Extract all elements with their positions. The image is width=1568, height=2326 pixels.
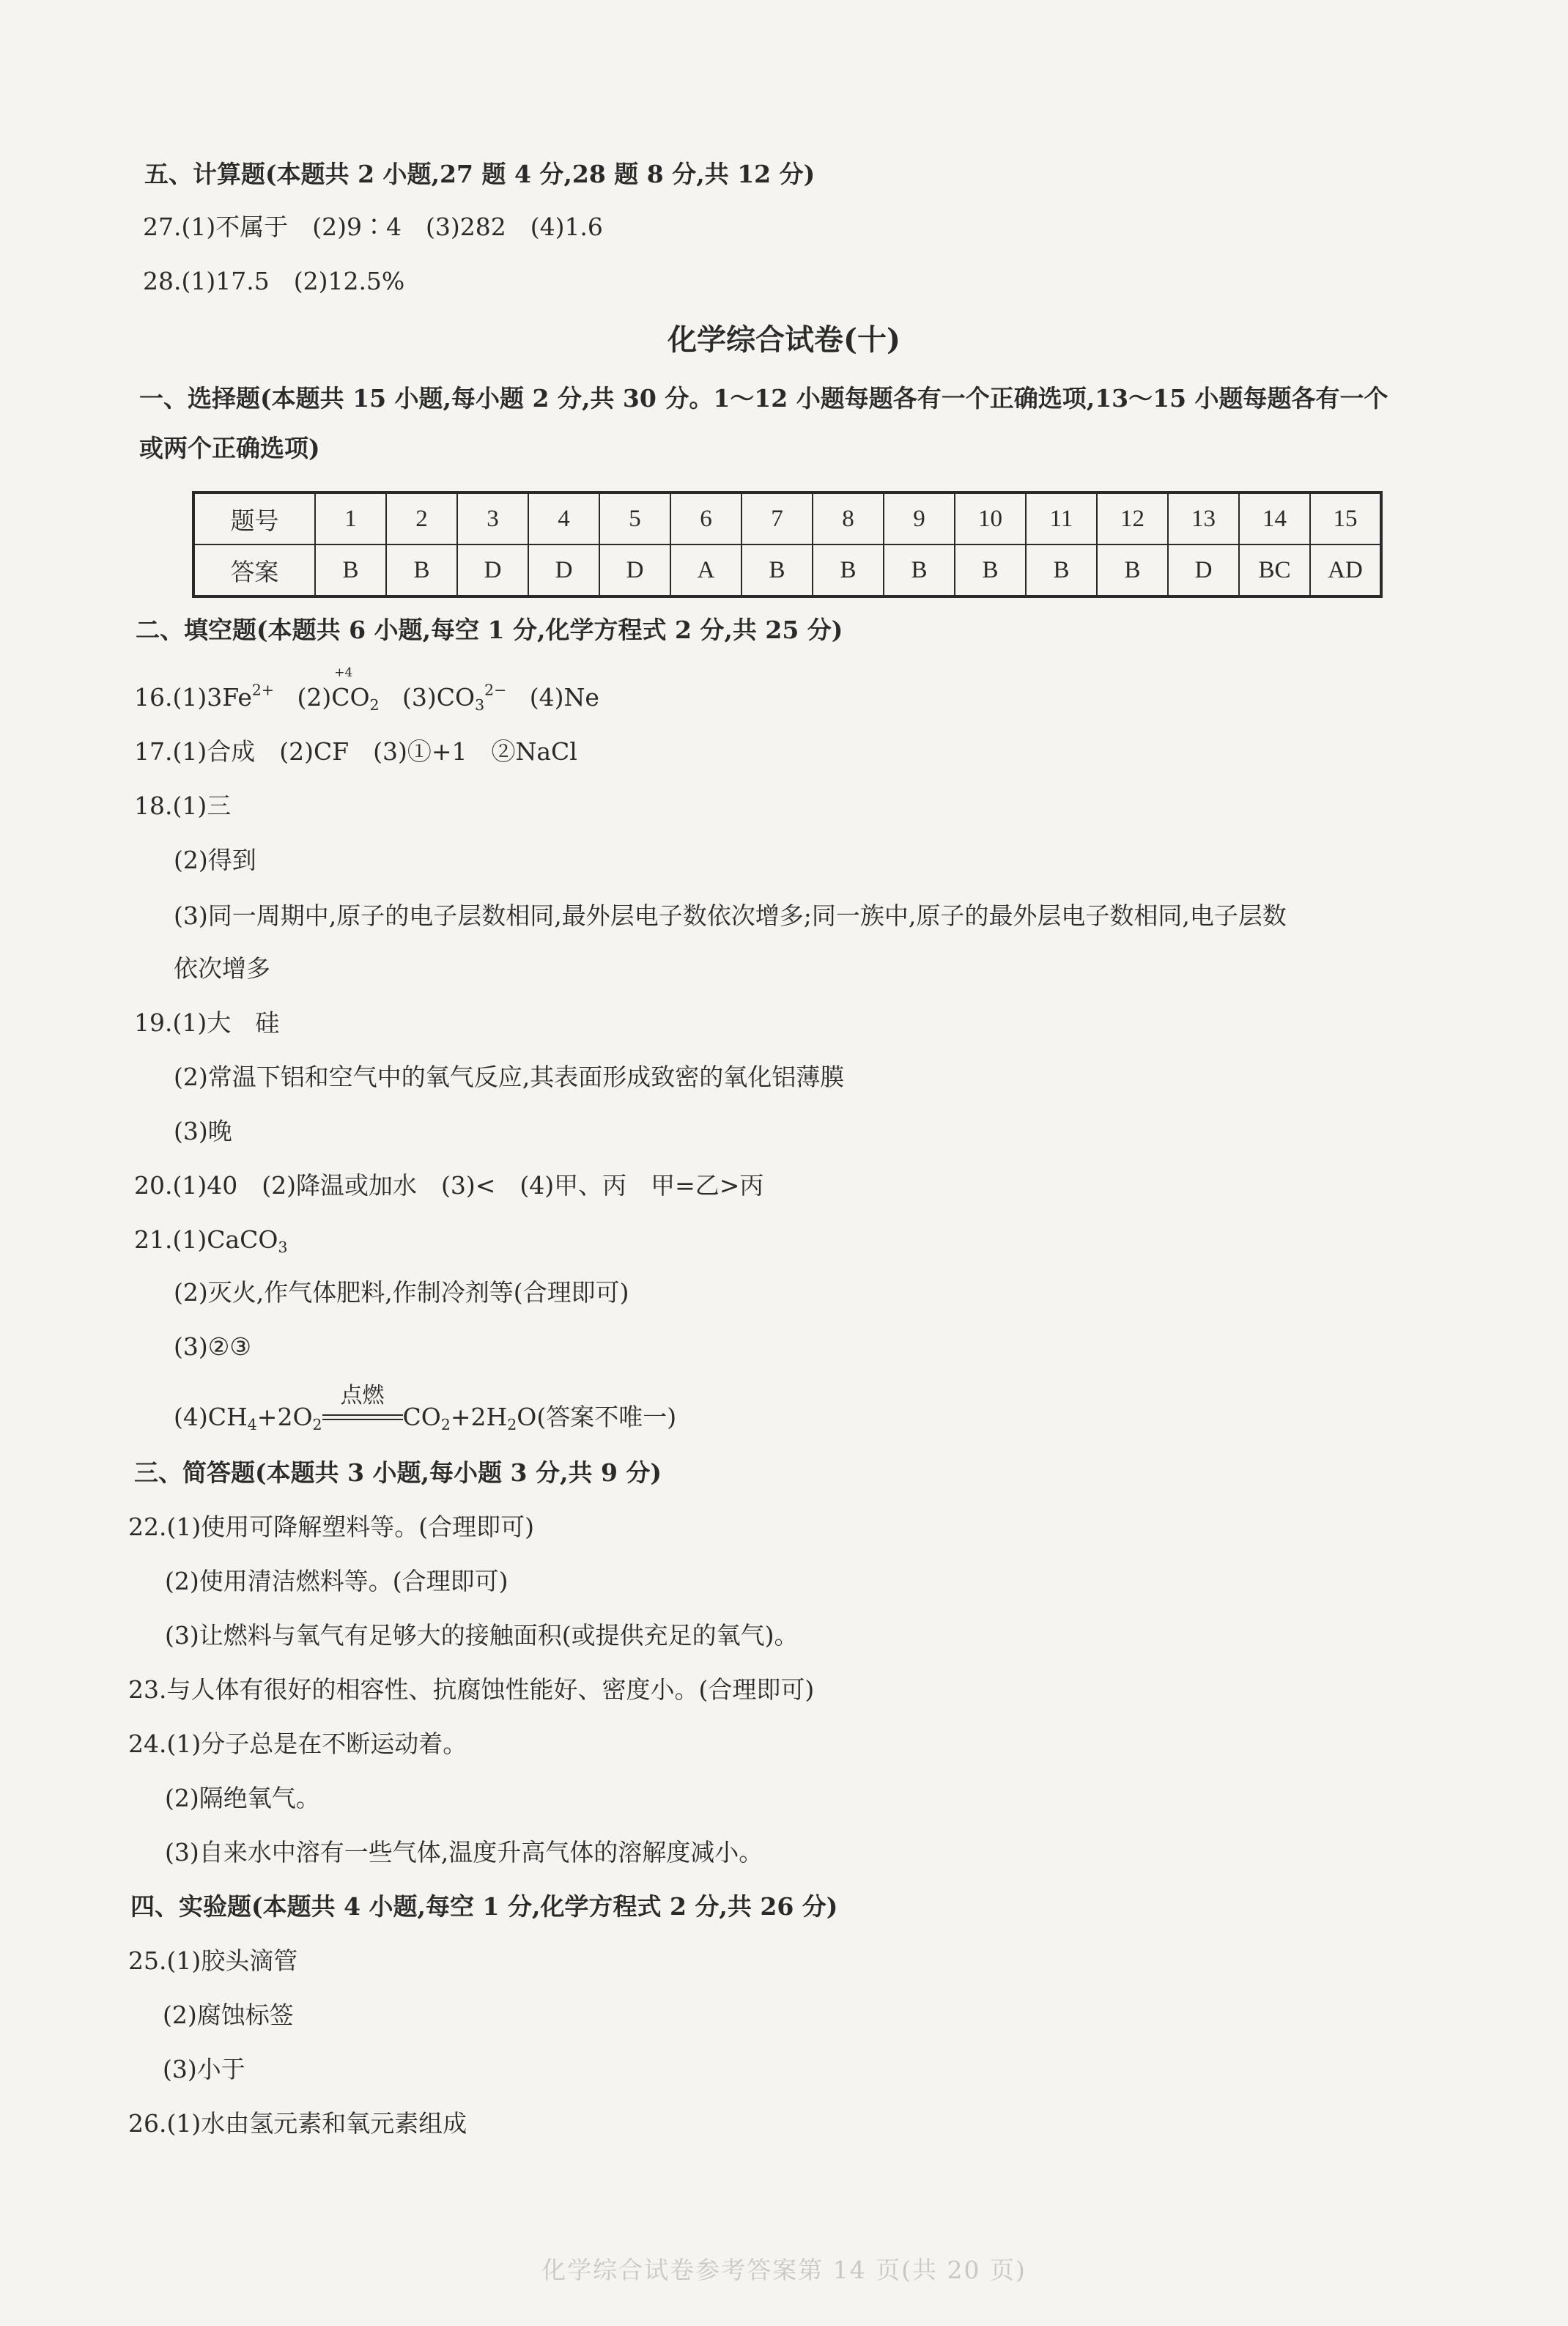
answer-21-1 — [134, 1224, 287, 1256]
product-1: CO — [402, 1403, 441, 1431]
answer-27: 27.(1)不属于 (2)9∶4 (3)282 (4)1.6 — [143, 213, 603, 241]
answer-cell: B — [315, 544, 386, 597]
oxygen-subscript: 2 — [369, 696, 380, 715]
answer-16-part4: (4)Ne — [529, 683, 599, 712]
section-3-heading: 三、简答题(本题共 3 小题,每小题 3 分,共 9 分) — [134, 1458, 662, 1487]
answer-cell: B — [386, 544, 457, 597]
question-number: 2 — [386, 492, 457, 544]
answer-cell: BC — [1239, 544, 1310, 597]
table-row-label: 题号 — [193, 492, 315, 544]
answer-18-1: 18.(1)三 — [134, 791, 232, 820]
ion-charge: 2+ — [251, 681, 274, 699]
question-number: 12 — [1097, 492, 1168, 544]
answer-22-2: (2)使用清洁燃料等。(合理即可) — [165, 1567, 509, 1595]
question-number: 8 — [813, 492, 884, 544]
subscript: 2 — [440, 1416, 451, 1434]
answer-cell: D — [599, 544, 670, 597]
table-row-answers — [193, 544, 1381, 597]
answer-cell: D — [528, 544, 599, 597]
subscript: 2 — [507, 1416, 517, 1434]
answer-21-3: (3)②③ — [174, 1332, 251, 1361]
question-number: 13 — [1168, 492, 1239, 544]
answer-cell: D — [457, 544, 528, 597]
answer-16-part2-label: (2) — [297, 683, 332, 712]
answer-cell: B — [1097, 544, 1168, 597]
answer-19-3: (3)晚 — [174, 1117, 232, 1145]
carbonate-charge: 2− — [484, 681, 507, 699]
section-1-heading-line1: 一、选择题(本题共 15 小题,每小题 2 分,共 30 分。1～12 小题每题各有一个正确选项,13～15 小题每题各有一个 — [139, 384, 1388, 413]
answer-24-1: 24.(1)分子总是在不断运动着。 — [128, 1729, 467, 1758]
question-number: 3 — [457, 492, 528, 544]
answer-21-4-equation — [174, 1383, 677, 1434]
answer-18-3-line2: 依次增多 — [174, 954, 270, 983]
answer-25-3: (3)小于 — [163, 2055, 245, 2083]
answer-cell: B — [884, 544, 955, 597]
question-number: 9 — [884, 492, 955, 544]
answer-22-3: (3)让燃料与氧气有足够大的接触面积(或提供充足的氧气)。 — [165, 1621, 799, 1650]
answer-cell: B — [742, 544, 813, 597]
answer-25-2: (2)腐蚀标签 — [163, 2001, 294, 2029]
answer-18-2: (2)得到 — [174, 846, 256, 874]
reactant-1: (4)CH — [174, 1403, 248, 1431]
section-1-heading-line2: 或两个正确选项) — [139, 434, 320, 462]
answer-19-2: (2)常温下铝和空气中的氧气反应,其表面形成致密的氧化铝薄膜 — [174, 1063, 845, 1091]
answer-cell: B — [955, 544, 1026, 597]
answer-20: 20.(1)40 (2)降温或加水 (3)< (4)甲、丙 甲=乙>丙 — [134, 1171, 764, 1200]
answer-21-2: (2)灭火,作气体肥料,作制冷剂等(合理即可) — [174, 1278, 629, 1307]
answer-cell: AD — [1310, 544, 1381, 597]
reactant-2: +2O — [256, 1403, 313, 1431]
answer-17: 17.(1)合成 (2)CF (3)①+1 ②NaCl — [134, 737, 577, 766]
carbon-symbol: C — [331, 683, 350, 712]
answer-table — [192, 491, 1383, 598]
calcium-carbonate: 21.(1)CaCO — [134, 1225, 278, 1254]
reaction-condition-arrow — [322, 1383, 403, 1426]
answer-cell: A — [670, 544, 742, 597]
subscript: 2 — [312, 1416, 322, 1434]
answer-cell: B — [1026, 544, 1097, 597]
answer-cell: D — [1168, 544, 1239, 597]
carbonate-subscript: 3 — [475, 696, 485, 715]
question-number: 10 — [955, 492, 1026, 544]
answer-23: 23.与人体有很好的相容性、抗腐蚀性能好、密度小。(合理即可) — [128, 1675, 815, 1704]
question-number: 1 — [315, 492, 386, 544]
answer-24-3: (3)自来水中溶有一些气体,温度升高气体的溶解度减小。 — [165, 1838, 763, 1867]
product-2: +2H — [450, 1403, 508, 1431]
table-row-label: 答案 — [193, 544, 315, 597]
answer-18-3-line1: (3)同一周期中,原子的电子层数相同,最外层电子数依次增多;同一族中,原子的最外层电子数相同,电子层数 — [174, 901, 1287, 930]
question-number: 7 — [742, 492, 813, 544]
answer-16 — [134, 665, 599, 715]
section-5-heading: 五、计算题(本题共 2 小题,27 题 4 分,28 题 8 分,共 12 分) — [144, 160, 816, 188]
equation-note: O(答案不唯一) — [517, 1403, 677, 1431]
question-number: 4 — [528, 492, 599, 544]
reaction-condition: 点燃 — [340, 1383, 385, 1408]
page-footer: 化学综合试卷参考答案第 14 页(共 20 页) — [541, 2256, 1027, 2284]
answer-26-1: 26.(1)水由氢元素和氧元素组成 — [128, 2109, 467, 2138]
question-number: 11 — [1026, 492, 1097, 544]
answer-24-2: (2)隔绝氧气。 — [165, 1784, 320, 1812]
table-row-numbers — [193, 492, 1381, 544]
answer-16-part3: (3)CO — [402, 683, 476, 712]
section-4-heading: 四、实验题(本题共 4 小题,每空 1 分,化学方程式 2 分,共 26 分) — [130, 1892, 838, 1921]
section-2-heading: 二、填空题(本题共 6 小题,每空 1 分,化学方程式 2 分,共 25 分) — [136, 616, 843, 644]
question-number: 14 — [1239, 492, 1310, 544]
answer-19-1: 19.(1)大 硅 — [134, 1008, 280, 1037]
answer-28: 28.(1)17.5 (2)12.5% — [143, 267, 405, 295]
answer-16-part1: 16.(1)3Fe — [134, 683, 252, 712]
valence-mark: +4 — [334, 665, 353, 680]
answer-25-1: 25.(1)胶头滴管 — [128, 1946, 298, 1975]
answer-cell: B — [813, 544, 884, 597]
page-title: 化学综合试卷(十) — [667, 322, 901, 357]
question-number: 5 — [599, 492, 670, 544]
oxygen-symbol: O — [350, 683, 370, 712]
subscript: 3 — [278, 1238, 288, 1257]
question-number: 6 — [670, 492, 742, 544]
question-number: 15 — [1310, 492, 1381, 544]
answer-22-1: 22.(1)使用可降解塑料等。(合理即可) — [128, 1513, 534, 1541]
subscript: 4 — [247, 1416, 257, 1434]
